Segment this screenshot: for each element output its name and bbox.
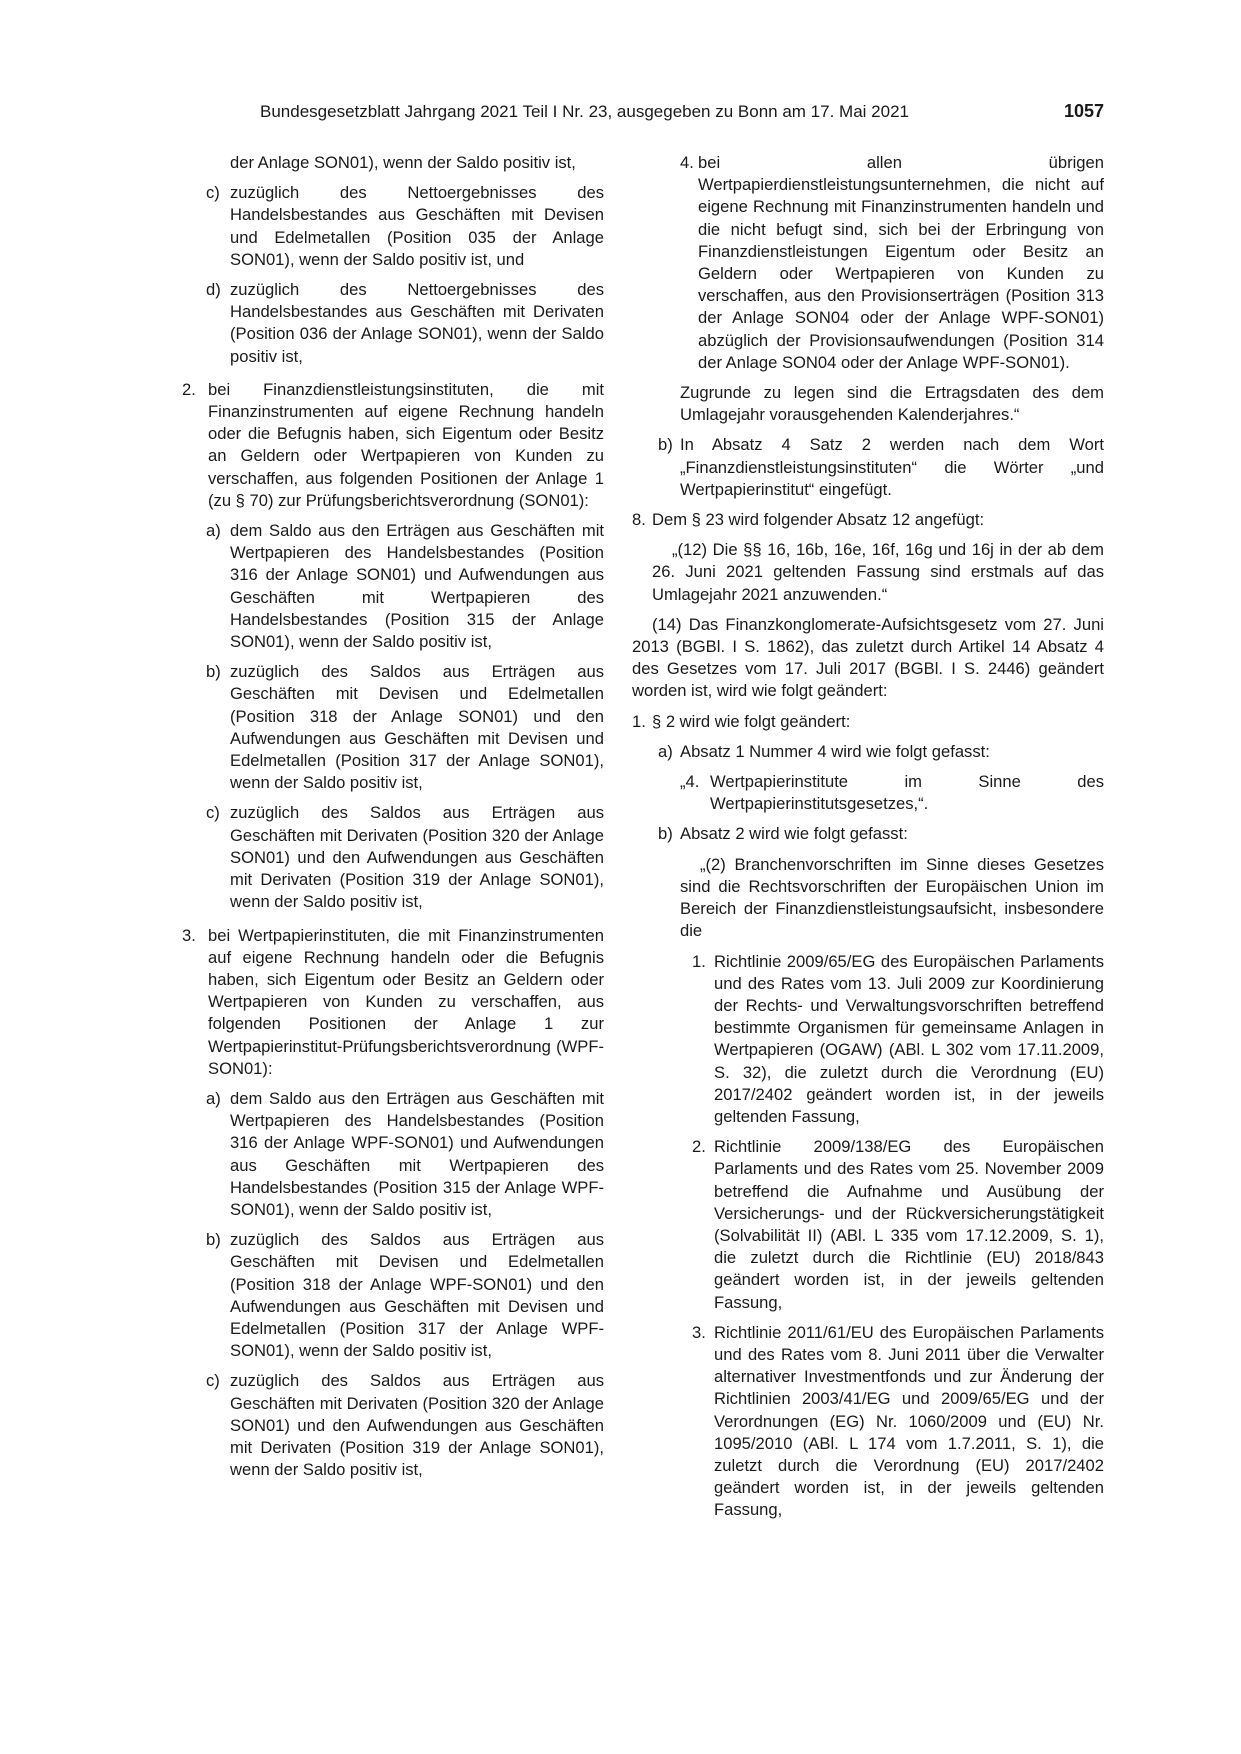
list-item (180, 1229, 604, 1362)
list-item (180, 1370, 604, 1481)
item-text: Wertpapierinstitute im Sinne des Wertpapierinstitutsgesetzes,“. (710, 772, 1104, 814)
item-label: c) (206, 1371, 220, 1391)
item-text: zuzüglich des Saldos aus Erträgen aus Geschäften mit Derivaten (Position 320 der Anlage SON01) und den Aufwendungen aus Geschäften mit Derivaten (Position 319 der Anlage SON01), wenn der Saldo positiv ist, (230, 803, 604, 912)
list-item (180, 661, 604, 794)
item-text: dem Saldo aus den Erträgen aus Geschäften mit Wertpapieren des Handelsbestandes (Position 316 der Anlage WPF-SON01) und Aufwendungen aus Geschäften mit Wertpapieren des Handelsbestandes (Position 315 der Anlage WPF-SON01), wenn der Saldo positiv ist, (230, 1088, 604, 1219)
item-label: 2. (692, 1137, 706, 1157)
item-label: c) (206, 183, 220, 203)
item-label: a) (206, 1088, 221, 1108)
item-label: 1. (692, 951, 706, 971)
item-text: zuzüglich des Nettoergebnisses des Handelsbestandes aus Geschäften mit Devisen und Edelmetallen (Position 035 der Anlage SON01), wenn der Saldo positiv ist, und (230, 183, 604, 269)
item-label: d) (206, 280, 221, 300)
list-item (180, 182, 604, 271)
item-text: Richtlinie 2009/138/EG des Europäischen Parlaments und des Rates vom 25. November 2009 betreffend die Aufnahme und Ausübung der Versicherungs- und der Rückversicherungstätigkeit (Solvabilität II) (ABl. L 335 vom 17.12.2009, S. 1), die zuletzt durch die Richtlinie (EU) 2018/843 geändert worden ist, in der jeweils geltenden Fassung, (714, 1137, 1104, 1312)
item-label: a) (206, 521, 221, 541)
quoted-paragraph: „(2) Branchenvorschriften im Sinne dieses Gesetzes sind die Rechtsvorschriften der Europäischen Union im Bereich der Finanzdienstleistungsaufsicht, insbesondere die (680, 854, 1104, 941)
item-text: Richtlinie 2011/61/EU des Europäischen Parlaments und des Rates vom 8. Juni 2011 über die Verwalter alternativer Investmentfonds und zur Änderung der Richtlinien 2003/41/EG und 2009/65/EG und der Verordnungen (EG) Nr. 1060/2009 und (EU) Nr. 1095/2010 (ABl. L 174 vom 1.7.2011, S. 1), die zuletzt durch die Verordnung (EU) 2017/2402 geändert worden ist, in der jeweils geltenden Fassung, (714, 1322, 1104, 1520)
item-text: Dem § 23 wird folgender Absatz 12 angefügt: (652, 510, 985, 530)
item-label: 3. (182, 925, 196, 945)
item-text: zuzüglich des Saldos aus Erträgen aus Geschäften mit Derivaten (Position 320 der Anlage SON01) und den Aufwendungen aus Geschäften mit Derivaten (Position 319 der Anlage SON01), wenn der Saldo positiv ist, (230, 1371, 604, 1480)
item-label: „4. (680, 772, 700, 792)
item-text: bei Wertpapierinstituten, die mit Finanzinstrumenten auf eigene Rechnung handeln oder die Befugnis haben, sich Eigentum oder Besitz an Geldern oder Wertpapieren von Kunden zu verschaffen, aus folgenden Positionen der Anlage 1 zur Wertpapierinstitut-Prüfungsberichtsverordnung (WPF-SON01): (208, 925, 604, 1078)
list-item (180, 279, 604, 368)
running-title: Bundesgesetzblatt Jahrgang 2021 Teil I Nr. 23, ausgegeben zu Bonn am 17. Mai 2021 (260, 102, 909, 121)
list-item (180, 379, 604, 512)
item-label: b) (206, 1230, 221, 1250)
item-text: Richtlinie 2009/65/EG des Europäischen Parlaments und des Rates vom 13. Juli 2009 zur Koordinierung der Rechts- und Verwaltungsvorschriften betreffend bestimmte Organismen für gemeinsame Anlagen in Wertpapieren (OGAW) (ABl. L 302 vom 17.11.2009, S. 32), die zuletzt durch die Verordnung (EU) 2017/2402 geändert worden ist, in der jeweils geltenden Fassung, (714, 951, 1104, 1126)
item-label: 3. (692, 1322, 706, 1342)
item-text: In Absatz 4 Satz 2 werden nach dem Wort „Finanzdienstleistungsinstituten“ die Wörter „und Wertpapierinstitut“ eingefügt. (680, 435, 1104, 499)
list-item (180, 802, 604, 913)
item-text: zuzüglich des Nettoergebnisses des Handelsbestandes aus Geschäften mit Derivaten (Position 036 der Anlage SON01), wenn der Saldo positiv ist, (230, 280, 604, 366)
list-item (180, 925, 604, 1080)
list-item (632, 152, 1104, 374)
item-text: Absatz 1 Nummer 4 wird wie folgt gefasst: (680, 741, 990, 761)
paragraph: (14) Das Finanzkonglomerate-Aufsichtsgesetz vom 27. Juni 2013 (BGBl. I S. 1862), das zuletzt durch Artikel 14 Absatz 4 des Gesetzes vom 17. Juli 2017 (BGBl. I S. 2446) geändert worden ist, wird wie folgt geändert: (632, 614, 1104, 701)
quoted-paragraph: „(12) Die §§ 16, 16b, 16e, 16f, 16g und 16j in der ab dem 26. Juni 2021 geltenden Fassung sind erstmals auf das Umlagejahr 2021 anzuwenden.“ (652, 540, 1104, 604)
item-text: dem Saldo aus den Erträgen aus Geschäften mit Wertpapieren des Handelsbestandes (Position 316 der Anlage SON01) und Aufwendungen aus Geschäften mit Wertpapieren des Handelsbestandes (Position 315 der Anlage SON01), wenn der Saldo positiv ist, (230, 521, 604, 652)
item-label: a) (658, 741, 673, 761)
list-item (632, 509, 1104, 531)
item-text: bei Finanzdienstleistungsinstituten, die mit Finanzinstrumenten auf eigene Rechnung handeln oder die Befugnis haben, sich Eigentum oder Besitz an Geldern oder Wertpapieren von Kunden zu verschaffen, aus folgenden Positionen der Anlage 1 (zu § 70) zur Prüfungsberichtsverordnung (SON01): (208, 379, 604, 510)
item-label: 1. (632, 711, 646, 731)
list-item (632, 823, 1104, 845)
list-item (632, 951, 1104, 1129)
left-column (180, 152, 604, 1481)
right-column (632, 152, 1104, 1522)
item-label: b) (658, 824, 673, 844)
list-item (180, 152, 604, 174)
list-item (632, 711, 1104, 733)
item-label: 2. (182, 379, 196, 399)
item-text: zuzüglich des Saldos aus Erträgen aus Geschäften mit Devisen und Edelmetallen (Position 318 der Anlage WPF-SON01) und den Aufwendungen aus Geschäften mit Devisen und Edelmetallen (Position 317 der Anlage WPF-SON01), wenn der Saldo positiv ist, (230, 1230, 604, 1361)
item-label: 8. (632, 510, 646, 530)
item-text: bei allen übrigen Wertpapierdienstleistungsunternehmen, die nicht auf eigene Rechnung mit Finanzinstrumenten handeln und die nicht befugt sind, sich bei der Erbringung von Finanzdienstleistungen Eigentum oder Besitz an Geldern oder Wertpapieren von Kunden zu verschaffen, aus den Provisionserträgen (Position 313 der Anlage SON04 oder der Anlage WPF-SON01) abzüglich der Provisionsaufwendungen (Position 314 der Anlage SON04 oder der Anlage WPF-SON01). (698, 153, 1104, 372)
item-label: 4. (680, 153, 694, 172)
list-item (632, 434, 1104, 501)
list-item (632, 1322, 1104, 1522)
item-label: b) (658, 435, 673, 455)
page-number: 1057 (1063, 101, 1104, 121)
list-item (632, 741, 1104, 763)
list-item (632, 1136, 1104, 1314)
item-text: Absatz 2 wird wie folgt gefasst: (680, 824, 908, 844)
list-item (180, 520, 604, 653)
list-item (180, 1088, 604, 1221)
item-label: c) (206, 803, 220, 823)
list-item (632, 771, 1104, 815)
page-header (180, 100, 1104, 130)
item-label: b) (206, 662, 221, 682)
item-text: der Anlage SON01), wenn der Saldo positiv ist, (230, 153, 576, 172)
paragraph: Zugrunde zu legen sind die Ertragsdaten des dem Umlagejahr vorausgehenden Kalenderjahres.“ (680, 383, 1104, 425)
item-text: zuzüglich des Saldos aus Erträgen aus Geschäften mit Devisen und Edelmetallen (Position 318 der Anlage SON01) und den Aufwendungen aus Geschäften mit Devisen und Edelmetallen (Position 317 der Anlage SON01), wenn der Saldo positiv ist, (230, 662, 604, 793)
item-text: § 2 wird wie folgt geändert: (652, 711, 851, 731)
